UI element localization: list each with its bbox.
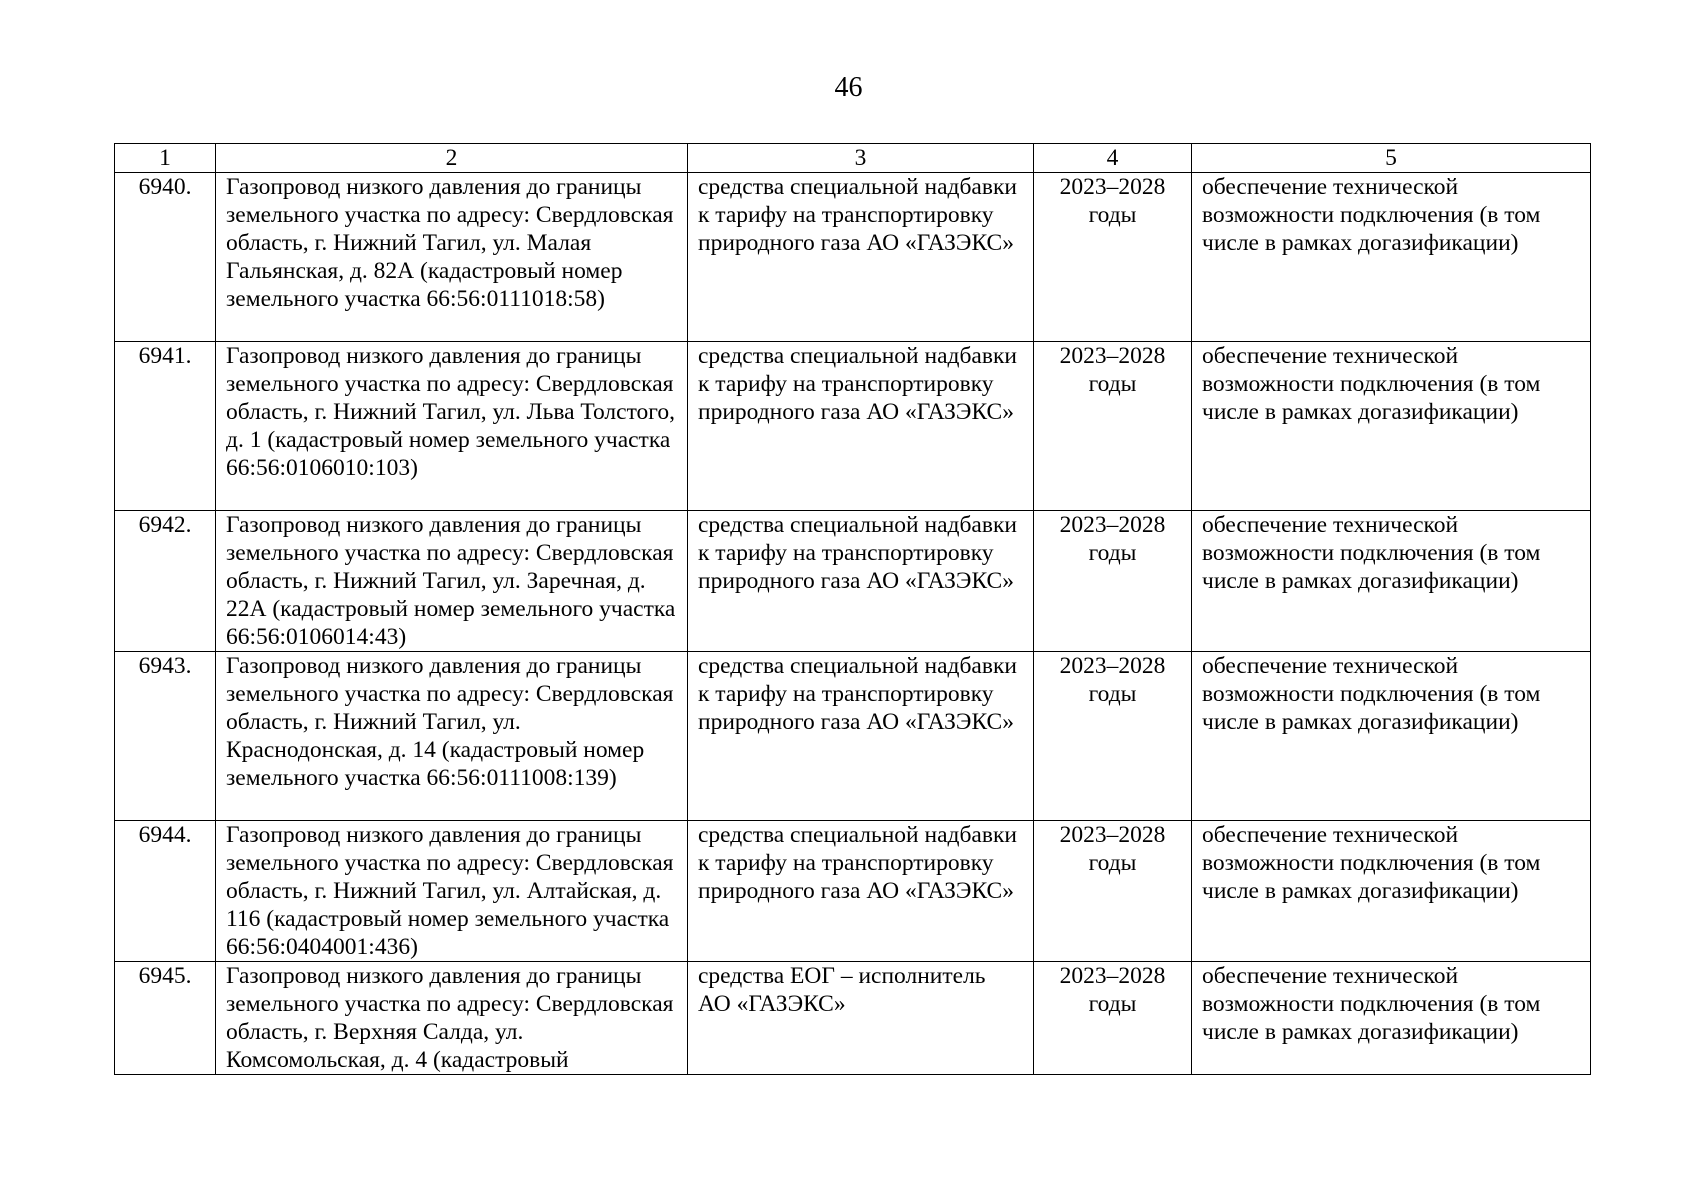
table-row xyxy=(115,511,1591,652)
object-description: Газопровод низкого давления до границы земельного участка по адресу: Свердловская область, г. Нижний Тагил, ул. Алтайская, д. 116 (кадастровый номер земельного участка 66:56:0404001:436) xyxy=(216,821,688,962)
data-table xyxy=(114,143,1591,1075)
purpose: обеспечение технической возможности подключения (в том числе в рамках догазификации) xyxy=(1192,173,1591,342)
object-description: Газопровод низкого давления до границы земельного участка по адресу: Свердловская область, г. Нижний Тагил, ул. Льва Толстого, д. 1 (кадастровый номер земельного участка 66:56:0106010:103) xyxy=(216,342,688,511)
row-number: 6940. xyxy=(115,173,216,342)
object-description: Газопровод низкого давления до границы земельного участка по адресу: Свердловская область, г. Верхняя Салда, ул. Комсомольская, д. 4 (кадастровый xyxy=(216,962,688,1075)
row-number: 6943. xyxy=(115,652,216,821)
row-number: 6944. xyxy=(115,821,216,962)
purpose: обеспечение технической возможности подключения (в том числе в рамках догазификации) xyxy=(1192,342,1591,511)
purpose: обеспечение технической возможности подключения (в том числе в рамках догазификации) xyxy=(1192,652,1591,821)
funding-source: средства специальной надбавки к тарифу на транспортировку природного газа АО «ГАЗЭКС» xyxy=(688,652,1034,821)
row-number: 6941. xyxy=(115,342,216,511)
column-header: 3 xyxy=(688,144,1034,173)
column-header: 2 xyxy=(216,144,688,173)
period: 2023–2028 годы xyxy=(1034,821,1192,962)
period: 2023–2028 годы xyxy=(1034,342,1192,511)
object-description: Газопровод низкого давления до границы земельного участка по адресу: Свердловская область, г. Нижний Тагил, ул. Малая Гальянская, д. 82А (кадастровый номер земельного участка 66:56:0111018:58) xyxy=(216,173,688,342)
purpose: обеспечение технической возможности подключения (в том числе в рамках догазификации) xyxy=(1192,821,1591,962)
period: 2023–2028 годы xyxy=(1034,652,1192,821)
funding-source: средства специальной надбавки к тарифу на транспортировку природного газа АО «ГАЗЭКС» xyxy=(688,821,1034,962)
table-row xyxy=(115,821,1591,962)
object-description: Газопровод низкого давления до границы земельного участка по адресу: Свердловская область, г. Нижний Тагил, ул. Заречная, д. 22А (кадастровый номер земельного участка 66:56:0106014:43) xyxy=(216,511,688,652)
table-row xyxy=(115,962,1591,1075)
object-description: Газопровод низкого давления до границы земельного участка по адресу: Свердловская область, г. Нижний Тагил, ул. Краснодонская, д. 14 (кадастровый номер земельного участка 66:56:0111008:139) xyxy=(216,652,688,821)
period: 2023–2028 годы xyxy=(1034,511,1192,652)
funding-source: средства ЕОГ – исполнитель АО «ГАЗЭКС» xyxy=(688,962,1034,1075)
period: 2023–2028 годы xyxy=(1034,173,1192,342)
table-row xyxy=(115,652,1591,821)
page-number: 46 xyxy=(834,72,863,103)
purpose: обеспечение технической возможности подключения (в том числе в рамках догазификации) xyxy=(1192,962,1591,1075)
funding-source: средства специальной надбавки к тарифу на транспортировку природного газа АО «ГАЗЭКС» xyxy=(688,342,1034,511)
purpose: обеспечение технической возможности подключения (в том числе в рамках догазификации) xyxy=(1192,511,1591,652)
period: 2023–2028 годы xyxy=(1034,962,1192,1075)
column-header: 5 xyxy=(1192,144,1591,173)
row-number: 6942. xyxy=(115,511,216,652)
column-header: 4 xyxy=(1034,144,1192,173)
row-number: 6945. xyxy=(115,962,216,1075)
column-header: 1 xyxy=(115,144,216,173)
funding-source: средства специальной надбавки к тарифу на транспортировку природного газа АО «ГАЗЭКС» xyxy=(688,511,1034,652)
table-row xyxy=(115,342,1591,511)
table-header-row xyxy=(115,144,1591,173)
table-row xyxy=(115,173,1591,342)
funding-source: средства специальной надбавки к тарифу на транспортировку природного газа АО «ГАЗЭКС» xyxy=(688,173,1034,342)
